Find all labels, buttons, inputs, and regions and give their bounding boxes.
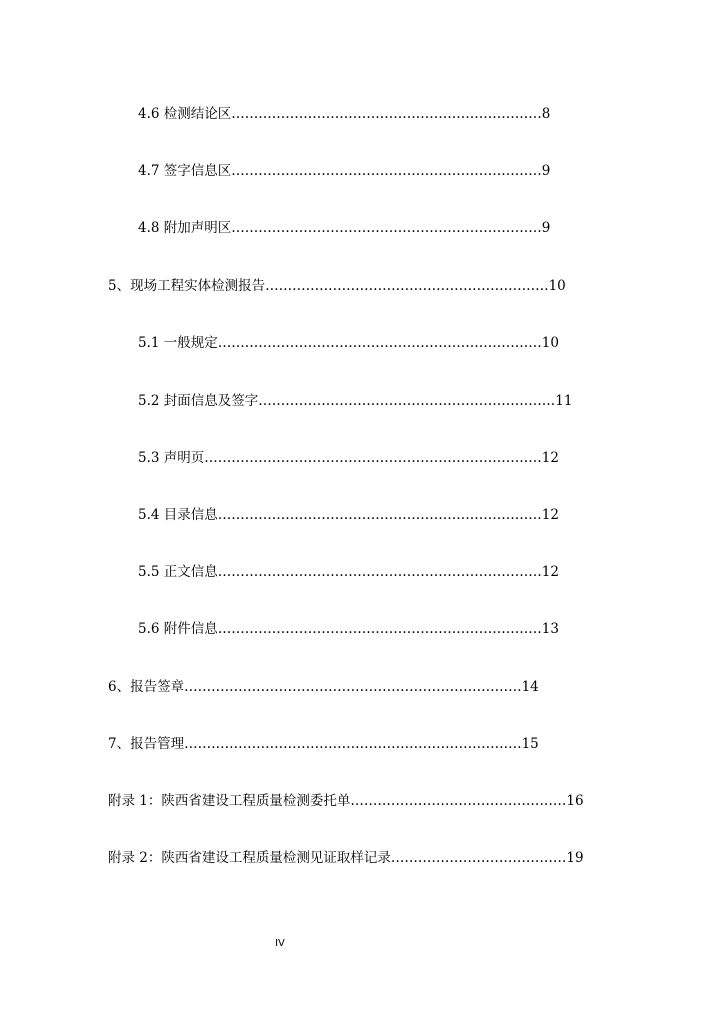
toc-entry-label: 附录 1：陕西省建设工程质量检测委托单 bbox=[108, 793, 351, 809]
toc-leader-dots: …………………………………………………………… bbox=[231, 220, 542, 236]
toc-leader-dots: ……………………………………………………………… bbox=[217, 507, 542, 523]
toc-entry-label: 附录 2：陕西省建设工程质量检测见证取样记录 bbox=[108, 850, 391, 866]
toc-entry-label: 5.1 一般规定 bbox=[138, 335, 218, 351]
toc-entry-label: 5.2 封面信息及签字 bbox=[138, 393, 259, 409]
toc-leader-dots: ………………………………………………………………… bbox=[204, 450, 542, 466]
toc-entry-label: 5.6 附件信息 bbox=[138, 621, 218, 637]
toc-entry-appendix-1[interactable] bbox=[108, 791, 584, 811]
toc-entry-5-4[interactable] bbox=[138, 505, 559, 525]
toc-leader-dots: ………………………………………………………………… bbox=[184, 679, 522, 695]
toc-entry-5-3[interactable] bbox=[138, 448, 559, 468]
toc-entry-5-6[interactable] bbox=[138, 619, 559, 639]
toc-entry-5-1[interactable] bbox=[138, 333, 559, 353]
toc-page-number: 13 bbox=[541, 621, 559, 637]
toc-leader-dots: ………………………………… bbox=[390, 850, 567, 866]
page-number: IV bbox=[275, 938, 285, 949]
toc-entry-label: 5、现场工程实体检测报告 bbox=[108, 278, 266, 294]
toc-entry-label: 7、报告管理 bbox=[108, 736, 185, 752]
toc-entry-label: 5.4 目录信息 bbox=[138, 507, 218, 523]
toc-leader-dots: ………………………………………… bbox=[350, 793, 567, 809]
toc-page-number: 12 bbox=[541, 507, 559, 523]
toc-page-number: 12 bbox=[541, 450, 559, 466]
toc-entry-5[interactable] bbox=[108, 276, 566, 296]
toc-page-number: 19 bbox=[566, 850, 584, 866]
toc-leader-dots: ……………………………………………………… bbox=[265, 278, 549, 294]
toc-entry-6[interactable] bbox=[108, 677, 539, 697]
toc-page-number: 15 bbox=[521, 736, 539, 752]
toc-entry-label: 5.3 声明页 bbox=[138, 450, 205, 466]
toc-leader-dots: ………………………………………………………… bbox=[258, 393, 556, 409]
toc-leader-dots: ………………………………………………………………… bbox=[184, 736, 522, 752]
toc-entry-5-5[interactable] bbox=[138, 562, 559, 582]
toc-leader-dots: …………………………………………………………… bbox=[231, 106, 542, 122]
toc-page-number: 14 bbox=[521, 679, 539, 695]
toc-page-number: 11 bbox=[555, 393, 573, 409]
toc-entry-4-8[interactable] bbox=[138, 218, 550, 238]
toc-page-number: 8 bbox=[541, 106, 551, 122]
toc-leader-dots: ……………………………………………………………… bbox=[217, 335, 542, 351]
toc-entry-5-2[interactable] bbox=[138, 391, 572, 411]
toc-page-number: 9 bbox=[541, 163, 551, 179]
toc-entry-label: 4.8 附加声明区 bbox=[138, 220, 232, 236]
toc-entry-4-6[interactable] bbox=[138, 104, 550, 124]
toc-entry-appendix-2[interactable] bbox=[108, 848, 584, 868]
toc-entry-label: 6、报告签章 bbox=[108, 679, 185, 695]
toc-page-number: 12 bbox=[541, 564, 559, 580]
toc-entry-label: 4.7 签字信息区 bbox=[138, 163, 232, 179]
toc-entry-4-7[interactable] bbox=[138, 161, 550, 181]
toc-page-number: 10 bbox=[548, 278, 566, 294]
toc-entry-7[interactable] bbox=[108, 734, 539, 754]
toc-leader-dots: ……………………………………………………………… bbox=[217, 564, 542, 580]
toc-leader-dots: …………………………………………………………… bbox=[231, 163, 542, 179]
toc-page-number: 16 bbox=[566, 793, 584, 809]
toc-entry-label: 4.6 检测结论区 bbox=[138, 106, 232, 122]
toc-leader-dots: ……………………………………………………………… bbox=[217, 621, 542, 637]
toc-entry-label: 5.5 正文信息 bbox=[138, 564, 218, 580]
toc-page-number: 10 bbox=[541, 335, 559, 351]
toc-page-number: 9 bbox=[541, 220, 551, 236]
